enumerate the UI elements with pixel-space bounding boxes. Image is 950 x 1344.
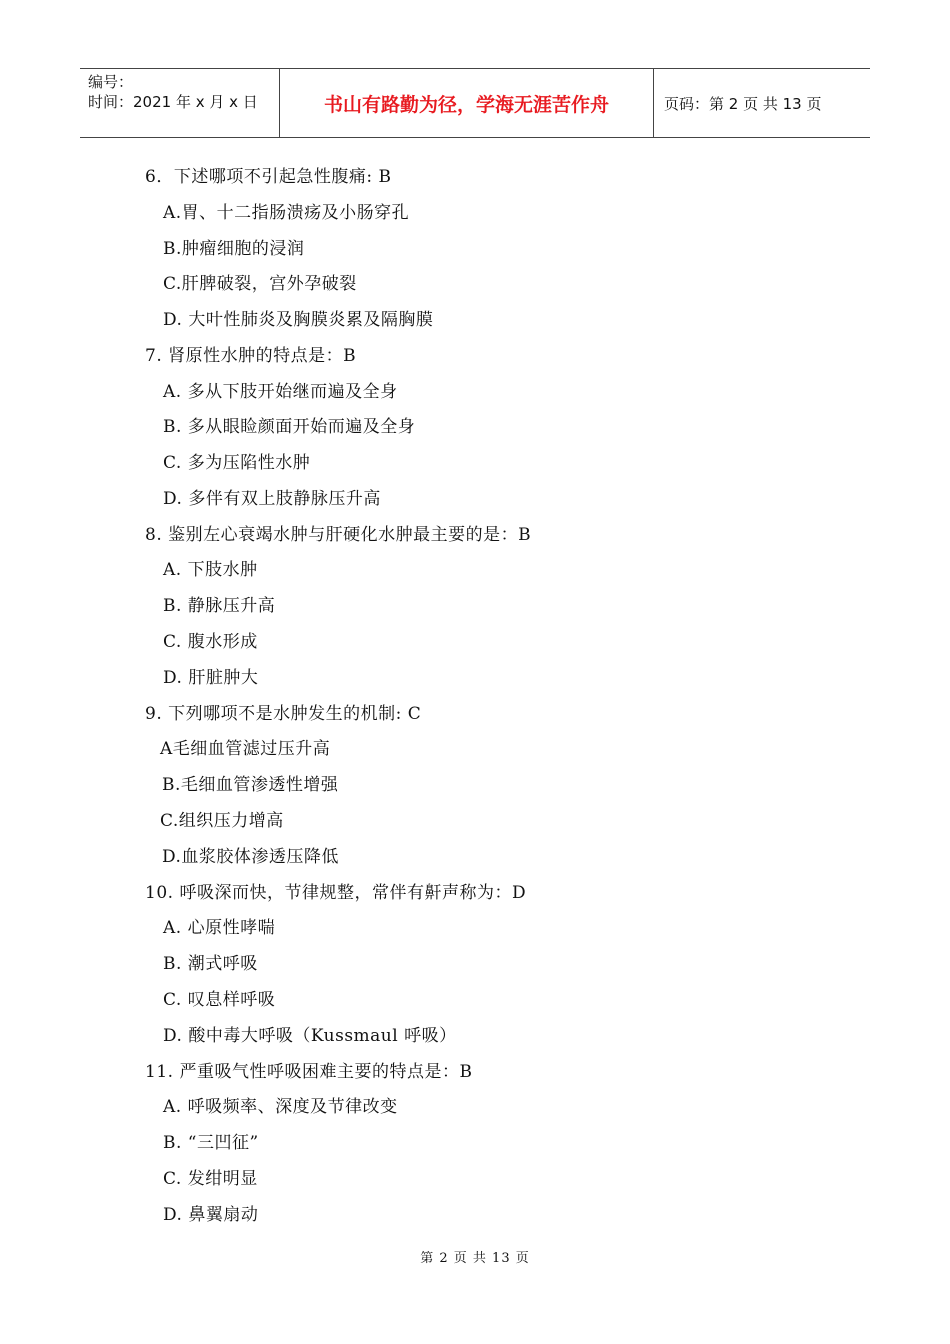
page-footer: 第 2 页 共 13 页 <box>420 1251 530 1266</box>
question-option: B.肿瘤细胞的浸润 <box>163 239 305 259</box>
question-stem: 7. 肾原性水肿的特点是：B <box>145 346 357 366</box>
question-option: B. 静脉压升高 <box>163 596 276 616</box>
question-option: C. 发绀明显 <box>163 1169 258 1189</box>
question-stem: 8. 鉴别左心衰竭水肿与肝硬化水肿最主要的是：B <box>145 525 532 545</box>
question-stem: 9. 下列哪项不是水肿发生的机制: C <box>145 704 422 724</box>
question-option: A毛细血管滤过压升高 <box>160 739 331 759</box>
question-option: B. 多从眼睑颜面开始而遍及全身 <box>163 417 416 437</box>
question-option: B. “三凹征” <box>163 1133 259 1153</box>
header-motto: 书山有路勤为径，学海无涯苦作舟 <box>280 69 654 137</box>
question-option: A.胃、十二指肠溃疡及小肠穿孔 <box>163 203 410 223</box>
question-option: D.血浆胶体渗透压降低 <box>162 847 339 867</box>
question-option: B.毛细血管渗透性增强 <box>162 775 339 795</box>
question-stem: 6．下述哪项不引起急性腹痛: B <box>145 167 392 187</box>
question-option: A. 心原性哮喘 <box>163 918 276 938</box>
question-stem: 11. 严重吸气性呼吸困难主要的特点是：B <box>145 1062 473 1082</box>
question-option: C.组织压力增高 <box>160 811 284 831</box>
question-option: D. 鼻翼扇动 <box>163 1205 259 1225</box>
question-option: B. 潮式呼吸 <box>163 954 258 974</box>
question-option: D. 肝脏肿大 <box>163 668 259 688</box>
question-option: A. 多从下肢开始继而遍及全身 <box>163 382 398 402</box>
question-option: C.肝脾破裂，宫外孕破裂 <box>163 274 357 294</box>
question-option: D. 大叶性肺炎及胸膜炎累及隔胸膜 <box>163 310 434 330</box>
question-option: C. 多为压陷性水肿 <box>163 453 311 473</box>
question-option: A. 下肢水肿 <box>163 560 258 580</box>
header-page-info: 页码：第 2 页 共 13 页 <box>664 94 822 113</box>
question-option: D. 酸中毒大呼吸（Kussmaul 呼吸） <box>163 1026 457 1046</box>
question-option: C. 叹息样呼吸 <box>163 990 276 1010</box>
number-label: 编号： <box>88 73 134 91</box>
date-label: 时间：2021 年 x 月 x 日 <box>88 93 258 111</box>
page-header <box>80 68 870 138</box>
header-meta <box>80 69 280 137</box>
question-option: A. 呼吸频率、深度及节律改变 <box>163 1097 398 1117</box>
question-option: D. 多伴有双上肢静脉压升高 <box>163 489 381 509</box>
question-stem: 10. 呼吸深而快，节律规整，常伴有鼾声称为：D <box>145 883 527 903</box>
question-option: C. 腹水形成 <box>163 632 258 652</box>
